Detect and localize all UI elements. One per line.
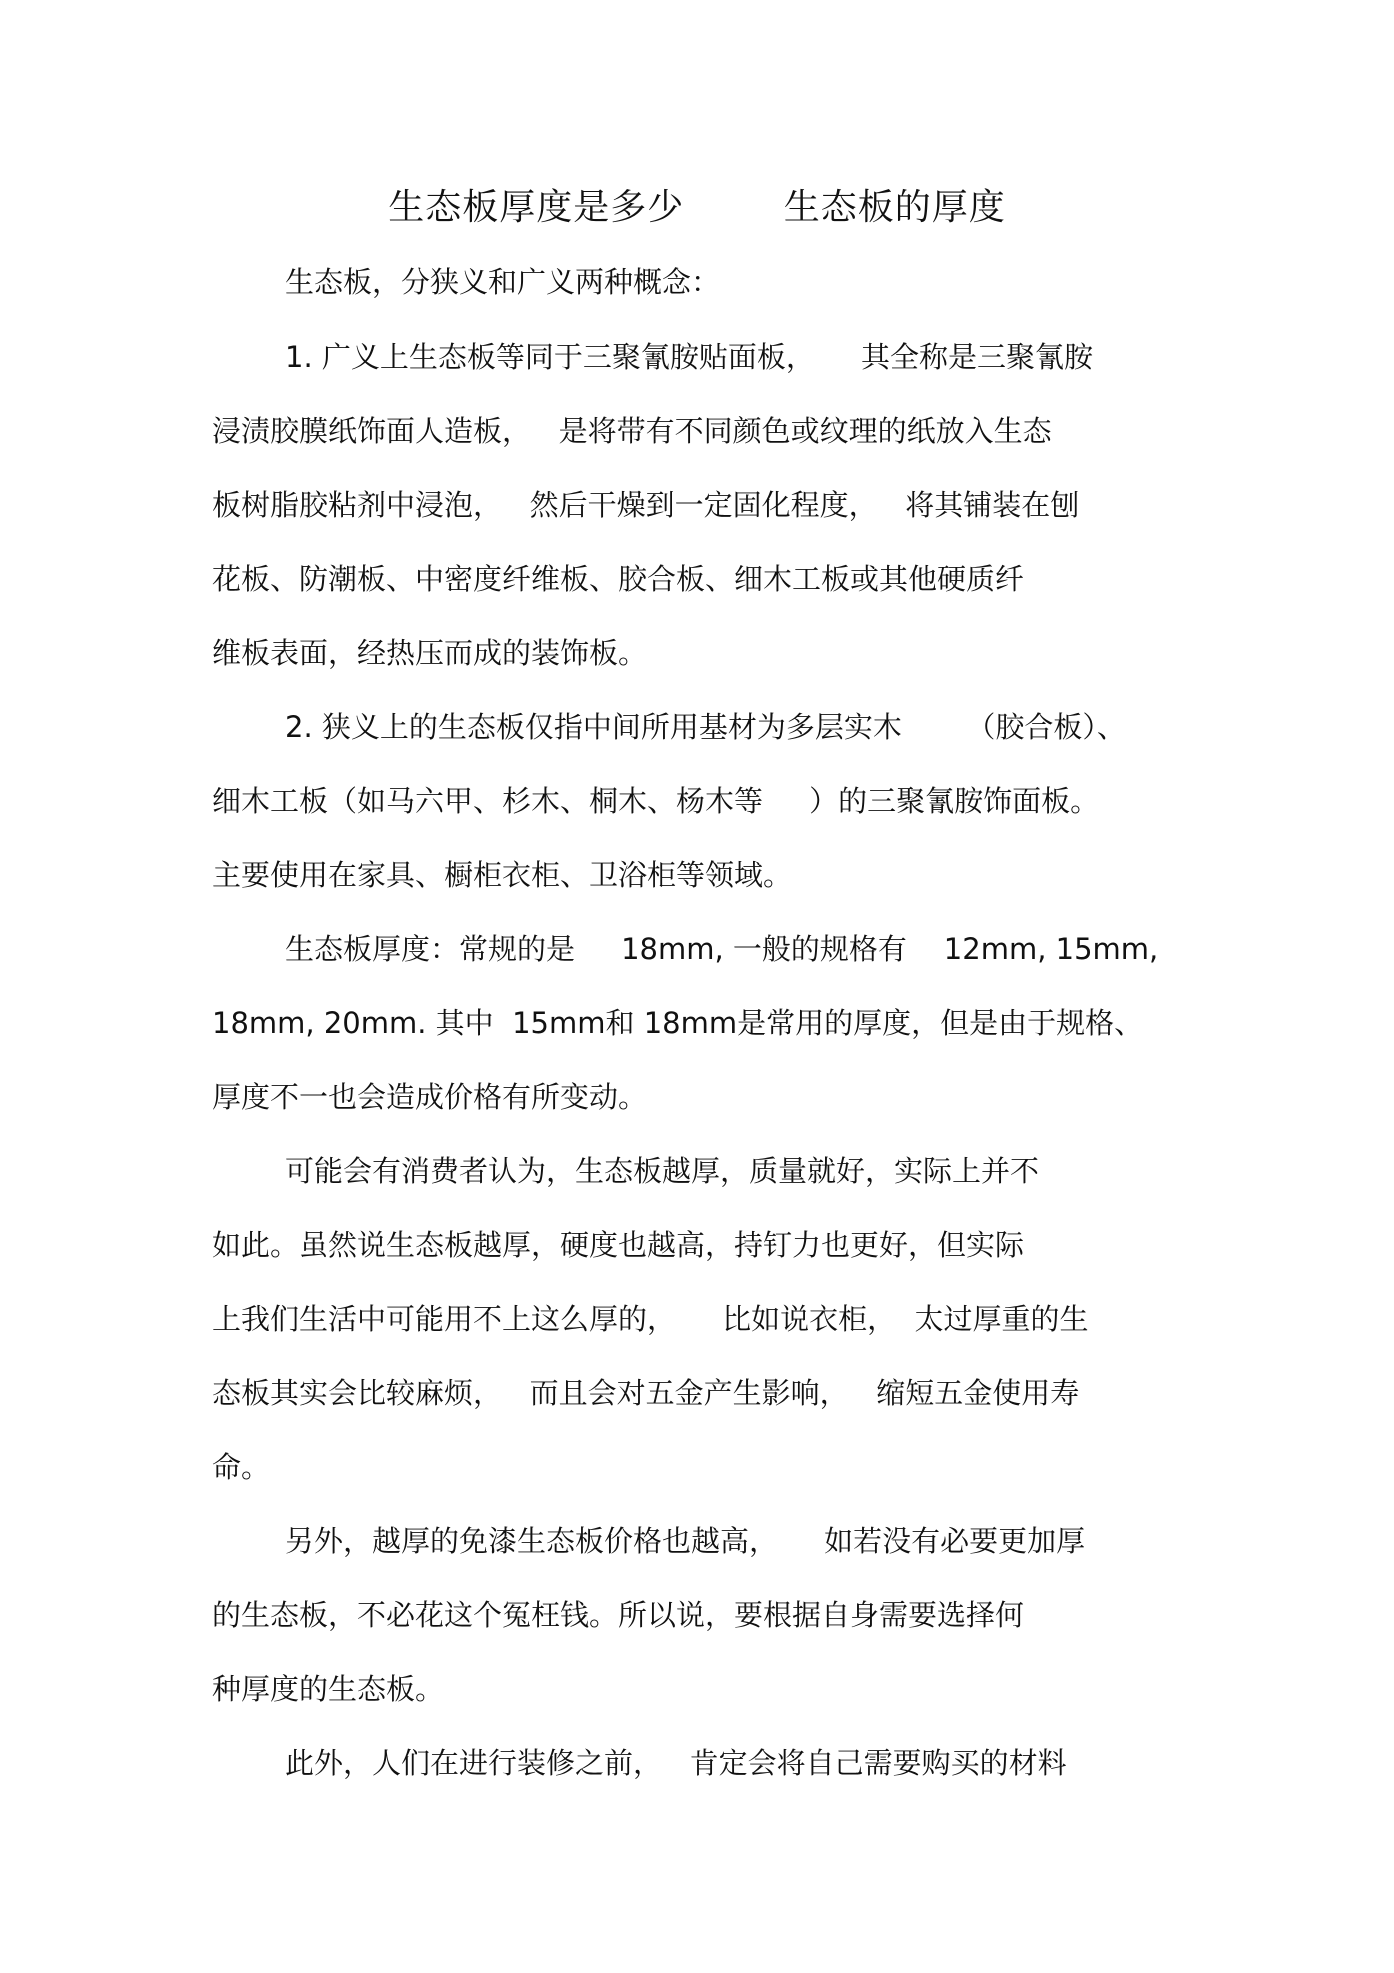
document-title: 生态板厚度是多少 生态板的厚度 [388, 187, 1006, 228]
paragraph-line: 浸渍胶膜纸饰面人造板， 是将带有不同颜色或纹理的纸放入生态 [212, 414, 1052, 448]
paragraph-line: 可能会有消费者认为，生态板越厚，质量就好，实际上并不 [285, 1154, 1040, 1188]
paragraph-line: 细木工板（如马六甲、杉木、桐木、杨木等 ）的三聚氰胺饰面板。 [212, 784, 1100, 818]
paragraph-line: 种厚度的生态板。 [212, 1672, 445, 1706]
paragraph-line: 态板其实会比较麻烦， 而且会对五金产生影响， 缩短五金使用寿 [212, 1376, 1080, 1410]
paragraph-line: 的生态板，不必花这个冤枉钱。所以说，要根据自身需要选择何 [212, 1598, 1025, 1632]
paragraph-line: 2. 狭义上的生态板仅指中间所用基材为多层实木 （胶合板）、 [285, 710, 1126, 744]
paragraph-line: 主要使用在家具、橱柜衣柜、卫浴柜等领域。 [212, 858, 793, 892]
paragraph-line: 18mm, 20mm. 其中 15mm和 18mm是常用的厚度，但是由于规格、 [212, 1006, 1144, 1040]
paragraph-line: 花板、防潮板、中密度纤维板、胶合板、细木工板或其他硬质纤 [212, 562, 1025, 596]
paragraph-line: 命。 [212, 1450, 271, 1484]
paragraph-line: 生态板厚度：常规的是 18mm, 一般的规格有 12mm, 15mm, [285, 932, 1159, 966]
paragraph-line: 1. 广义上生态板等同于三聚氰胺贴面板， 其全称是三聚氰胺 [285, 340, 1093, 374]
paragraph-line: 另外，越厚的免漆生态板价格也越高， 如若没有必要更加厚 [285, 1524, 1086, 1558]
paragraph-line: 板树脂胶粘剂中浸泡， 然后干燥到一定固化程度， 将其铺装在刨 [212, 488, 1080, 522]
paragraph-line: 如此。虽然说生态板越厚，硬度也越高，持钉力也更好，但实际 [212, 1228, 1025, 1262]
paragraph-line: 维板表面，经热压而成的装饰板。 [212, 636, 648, 670]
paragraph-line: 厚度不一也会造成价格有所变动。 [212, 1080, 648, 1114]
paragraph-line: 此外，人们在进行装修之前， 肯定会将自己需要购买的材料 [285, 1746, 1067, 1780]
paragraph-line: 生态板，分狭义和广义两种概念： [285, 265, 721, 299]
paragraph-line: 上我们生活中可能用不上这么厚的， 比如说衣柜， 太过厚重的生 [212, 1302, 1089, 1336]
